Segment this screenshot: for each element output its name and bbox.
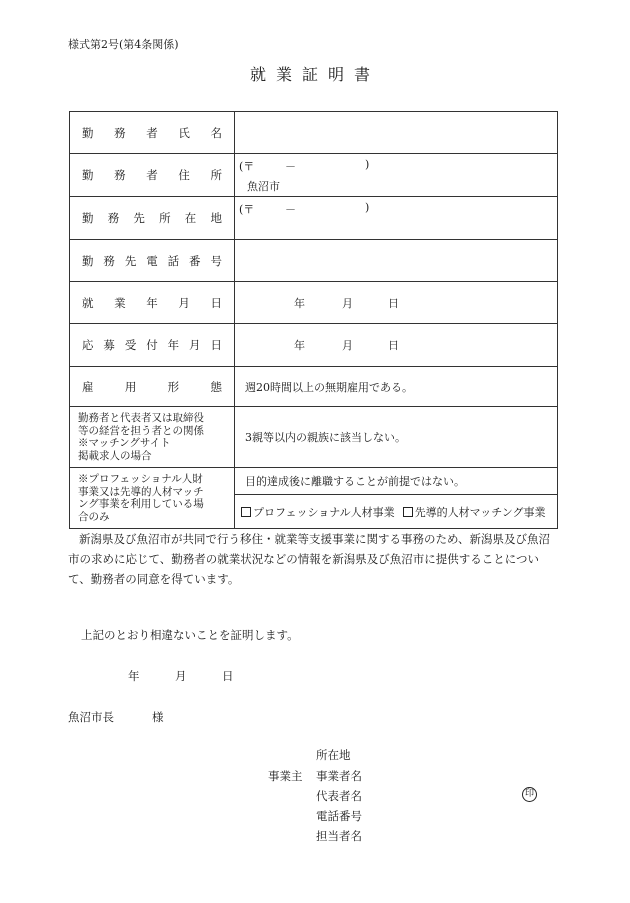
document-title: 就業証明書 xyxy=(249,65,380,84)
day-unit: 日 xyxy=(388,296,399,310)
month-unit: 月 xyxy=(342,339,353,352)
postal-dash: － xyxy=(285,203,296,216)
professional-options xyxy=(235,495,557,528)
row-relation xyxy=(70,407,558,468)
seal-mark: 印 xyxy=(522,787,537,802)
worker-city: 魚沼市 xyxy=(247,180,280,193)
form-number: 様式第2号(第4条関係) xyxy=(68,38,179,51)
relation-label: 勤務者と代表者又は取締役 等の経営を担う者との関係 ※マッチングサイト 掲載求人の場合 xyxy=(70,407,235,468)
postal-open: (〒 xyxy=(239,203,255,216)
row-workplace-address xyxy=(70,197,558,240)
workplace-address-label: 勤 務 先 所 在 地 xyxy=(70,197,235,240)
employer-representative-label: 代表者名 xyxy=(316,789,362,803)
row-application-date xyxy=(70,324,558,367)
row-professional xyxy=(70,468,558,529)
postal-dash: － xyxy=(285,160,296,173)
employer-phone-label: 電話番号 xyxy=(316,809,362,823)
issue-year-unit: 年 xyxy=(128,669,140,683)
row-employment-type xyxy=(70,367,558,407)
consent-text: 新潟県及び魚沼市が共同で行う移住・就業等支援事業に関する事務のため、新潟県及び魚沼市の求めに応じて、勤務者の就業状況などの情報を新潟県及び魚沼市に提供することについて、勤務者の同意を得ています。 xyxy=(68,532,551,586)
checkbox[interactable] xyxy=(403,507,413,517)
row-worker-name xyxy=(70,112,558,154)
postal-close: ) xyxy=(365,201,370,214)
row-workplace-phone xyxy=(70,240,558,282)
checkbox[interactable] xyxy=(241,507,251,517)
postal-close: ) xyxy=(365,158,370,171)
row-worker-address xyxy=(70,154,558,197)
worker-address-field[interactable] xyxy=(235,154,558,197)
addressee-honorific: 様 xyxy=(152,710,164,724)
issue-day-unit: 日 xyxy=(222,669,234,683)
certification-statement: 上記のとおり相違ないことを証明します。 xyxy=(81,628,299,642)
year-unit: 年 xyxy=(294,296,305,310)
year-unit: 年 xyxy=(294,339,305,352)
issue-month-unit: 月 xyxy=(175,669,187,683)
employment-type-value: 週20時間以上の無期雇用である。 xyxy=(235,367,558,407)
certificate-table xyxy=(69,111,558,529)
option-professional[interactable]: プロフェッショナル人材事業 xyxy=(241,504,395,520)
employer-contact-label: 担当者名 xyxy=(316,829,362,843)
month-unit: 月 xyxy=(342,296,353,310)
application-date-label: 応 募 受 付 年 月 日 xyxy=(70,324,235,367)
relation-value: 3親等以内の親族に該当しない。 xyxy=(235,407,558,468)
professional-label: ※プロフェッショナル人財 事業又は先導的人材マッチ ング事業を利用している場 合のみ xyxy=(70,468,235,529)
employment-date-label: 就 業 年 月 日 xyxy=(70,282,235,324)
addressee-mayor: 魚沼市長 xyxy=(68,710,114,724)
application-date-field[interactable] xyxy=(235,324,558,367)
row-employment-date xyxy=(70,282,558,324)
employment-type-label: 雇 用 形 態 xyxy=(70,367,235,407)
postal-open: (〒 xyxy=(239,160,255,173)
employer-location-label: 所在地 xyxy=(316,748,351,762)
day-unit: 日 xyxy=(388,339,399,352)
employment-date-field[interactable] xyxy=(235,282,558,324)
option-leading-matching[interactable]: 先導的人材マッチング事業 xyxy=(403,504,546,520)
employer-heading: 事業主 xyxy=(268,769,303,783)
workplace-phone-label: 勤 務 先 電 話 番 号 xyxy=(70,240,235,282)
workplace-address-field[interactable] xyxy=(235,197,558,240)
workplace-phone-field[interactable] xyxy=(235,240,558,282)
professional-statement: 目的達成後に離職することが前提ではない。 xyxy=(235,468,557,495)
professional-value xyxy=(235,468,558,529)
worker-name-field[interactable] xyxy=(235,112,558,154)
worker-address-label: 勤 務 者 住 所 xyxy=(70,154,235,197)
employer-company-label: 事業者名 xyxy=(316,769,362,783)
worker-name-label: 勤 務 者 氏 名 xyxy=(70,112,235,154)
